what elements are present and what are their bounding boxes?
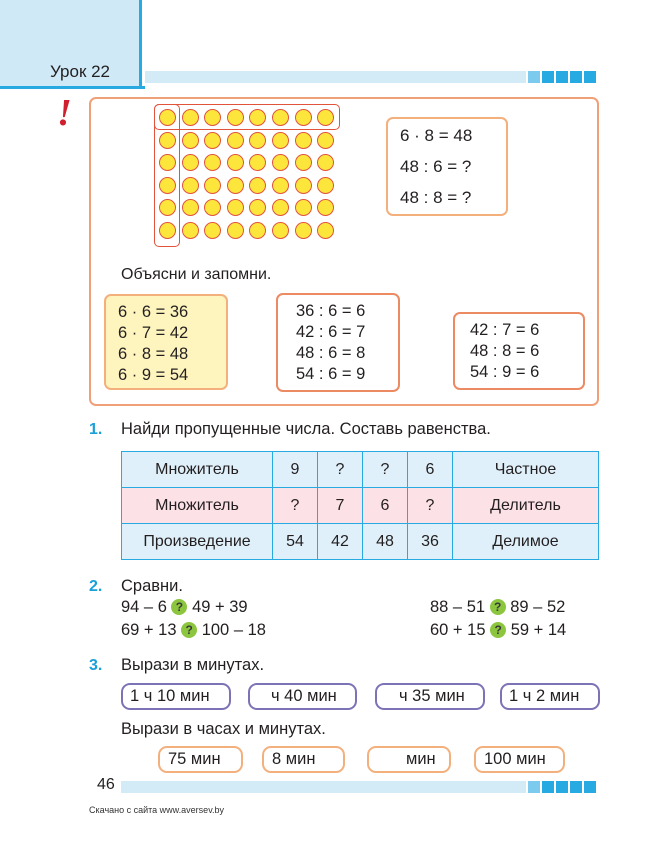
table-cell: 6 bbox=[363, 488, 408, 524]
row-label: Частное bbox=[453, 452, 599, 488]
question-line: 48 : 6 = ? bbox=[400, 157, 472, 176]
division-box bbox=[453, 312, 585, 390]
table-row bbox=[122, 452, 599, 488]
question-line: 6 · 8 = 48 bbox=[400, 126, 473, 145]
question-box bbox=[386, 117, 508, 216]
exclamation-icon: ! bbox=[57, 92, 72, 134]
multiplication-line: 6 · 6 = 36 bbox=[118, 303, 189, 321]
expression: 49 + 39 bbox=[192, 598, 248, 616]
page-number: 46 bbox=[97, 776, 115, 793]
table-cell: 48 bbox=[363, 524, 408, 560]
division-line: 42 : 6 = 7 bbox=[296, 323, 366, 341]
header-square bbox=[570, 71, 582, 83]
counter-dot bbox=[204, 132, 221, 149]
expression: 69 + 13 bbox=[121, 621, 177, 639]
task-number: 1. bbox=[89, 421, 103, 438]
task-number: 3. bbox=[89, 657, 103, 674]
counter-dot bbox=[204, 177, 221, 194]
counter-dot bbox=[295, 222, 312, 239]
expression: 89 – 52 bbox=[510, 598, 566, 616]
expression: 60 + 15 bbox=[430, 621, 486, 639]
counter-dot bbox=[295, 154, 312, 171]
minutes-box[interactable]: 1 ч 2 мин bbox=[500, 683, 600, 710]
multiplication-box bbox=[104, 294, 228, 390]
highlight-column bbox=[154, 104, 180, 247]
table-cell: ? bbox=[408, 488, 453, 524]
comparison-item bbox=[430, 621, 566, 640]
header-square bbox=[584, 71, 596, 83]
footer-square bbox=[542, 781, 554, 793]
hours-box[interactable]: мин bbox=[367, 746, 451, 773]
footer-square bbox=[570, 781, 582, 793]
counter-dot bbox=[227, 222, 244, 239]
division-line: 48 : 6 = 8 bbox=[296, 344, 366, 362]
expression: 100 – 18 bbox=[201, 621, 266, 639]
footer-source: Скачано с сайта www.aversev.by bbox=[89, 805, 225, 815]
comparison-item bbox=[121, 598, 248, 617]
counter-dot bbox=[182, 154, 199, 171]
row-label: Множитель bbox=[122, 452, 273, 488]
division-line: 48 : 8 = 6 bbox=[470, 342, 540, 360]
table-cell: ? bbox=[318, 452, 363, 488]
division-line: 54 : 9 = 6 bbox=[470, 363, 540, 381]
table-cell: 42 bbox=[318, 524, 363, 560]
comparison-item bbox=[121, 621, 266, 640]
explain-label: Объясни и запомни. bbox=[121, 266, 272, 283]
minutes-box[interactable]: ч 40 мин bbox=[248, 683, 357, 710]
row-label: Множитель bbox=[122, 488, 273, 524]
hours-box[interactable]: 100 мин bbox=[474, 746, 565, 773]
header-underline bbox=[0, 86, 145, 89]
minutes-box[interactable]: ч 35 мин bbox=[375, 683, 485, 710]
counter-dot bbox=[272, 177, 289, 194]
footer-square bbox=[528, 781, 540, 793]
header-square bbox=[556, 71, 568, 83]
header-square bbox=[542, 71, 554, 83]
minutes-box[interactable]: 1 ч 10 мин bbox=[121, 683, 231, 710]
header-band bbox=[145, 71, 526, 83]
counter-dot bbox=[182, 222, 199, 239]
table-cell: 36 bbox=[408, 524, 453, 560]
row-label: Произведение bbox=[122, 524, 273, 560]
counter-dot bbox=[272, 222, 289, 239]
counter-dot bbox=[182, 132, 199, 149]
highlight-row bbox=[154, 104, 340, 130]
row-label: Делимое bbox=[453, 524, 599, 560]
compare-mark[interactable]: ? bbox=[171, 599, 187, 615]
band-gap bbox=[526, 71, 528, 83]
multiplication-line: 6 · 7 = 42 bbox=[118, 324, 189, 342]
row-label: Делитель bbox=[453, 488, 599, 524]
footer-band bbox=[121, 781, 526, 793]
table-cell: 9 bbox=[273, 452, 318, 488]
table-cell: 6 bbox=[408, 452, 453, 488]
hours-box[interactable]: 75 мин bbox=[158, 746, 243, 773]
division-box bbox=[276, 293, 400, 392]
counter-dot bbox=[272, 132, 289, 149]
hours-box[interactable]: 8 мин bbox=[262, 746, 345, 773]
table-row bbox=[122, 488, 599, 524]
table-cell: ? bbox=[273, 488, 318, 524]
counter-dot bbox=[227, 154, 244, 171]
expression: 94 – 6 bbox=[121, 598, 167, 616]
counter-dot bbox=[182, 199, 199, 216]
task-text: Вырази в минутах. bbox=[121, 656, 265, 674]
task-text: Вырази в часах и минутах. bbox=[121, 720, 326, 738]
counter-dot bbox=[295, 132, 312, 149]
task-number: 2. bbox=[89, 578, 103, 595]
comparison-item bbox=[430, 598, 565, 617]
expression: 59 + 14 bbox=[510, 621, 567, 639]
footer-square bbox=[556, 781, 568, 793]
compare-mark[interactable]: ? bbox=[181, 622, 197, 638]
division-line: 42 : 7 = 6 bbox=[470, 321, 540, 339]
compare-mark[interactable]: ? bbox=[490, 599, 506, 615]
missing-numbers-table bbox=[121, 451, 599, 560]
table-cell: 54 bbox=[273, 524, 318, 560]
expression: 88 – 51 bbox=[430, 598, 486, 616]
counter-dot bbox=[317, 132, 334, 149]
footer-square bbox=[584, 781, 596, 793]
question-line: 48 : 8 = ? bbox=[400, 188, 472, 207]
counter-dot bbox=[295, 177, 312, 194]
multiplication-line: 6 · 8 = 48 bbox=[118, 345, 189, 363]
counter-dot bbox=[249, 132, 266, 149]
compare-mark[interactable]: ? bbox=[490, 622, 506, 638]
counter-dot bbox=[295, 199, 312, 216]
task-text: Сравни. bbox=[121, 577, 183, 595]
table-row bbox=[122, 524, 599, 560]
table-cell: 7 bbox=[318, 488, 363, 524]
table-cell: ? bbox=[363, 452, 408, 488]
counter-dot bbox=[227, 132, 244, 149]
task-text: Найди пропущенные числа. Составь равенства. bbox=[121, 420, 491, 438]
division-line: 36 : 6 = 6 bbox=[296, 302, 366, 320]
counter-dot bbox=[182, 177, 199, 194]
counter-dot bbox=[227, 177, 244, 194]
multiplication-line: 6 · 9 = 54 bbox=[118, 366, 189, 384]
counter-dot bbox=[317, 177, 334, 194]
header-square bbox=[528, 71, 540, 83]
division-line: 54 : 6 = 9 bbox=[296, 365, 366, 383]
lesson-title: Урок 22 bbox=[50, 62, 111, 81]
